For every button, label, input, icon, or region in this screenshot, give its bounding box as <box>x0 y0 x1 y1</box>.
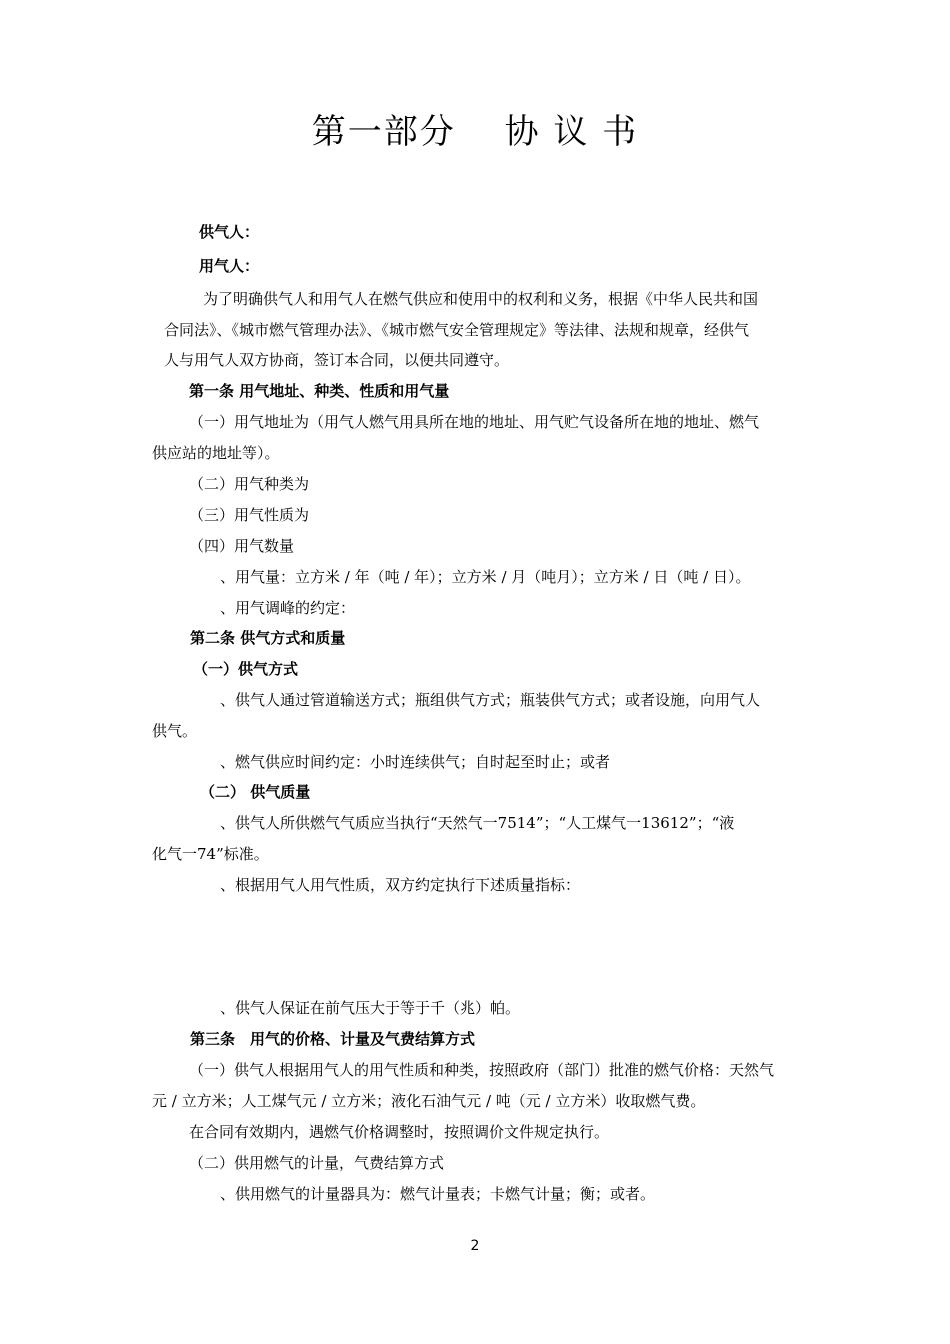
article2-sub1-line-2: 供气。 <box>152 722 198 740</box>
article2-sub2-line-2: 化气一74”标准。 <box>152 845 269 863</box>
article3-line-4: （二）供用燃气的计量，气费结算方式 <box>189 1154 445 1172</box>
article2-sub1-heading: （一）供气方式 <box>193 660 299 678</box>
article3-heading: 第三条 用气的价格、计量及气费结算方式 <box>190 1030 476 1048</box>
article2-heading: 第二条 供气方式和质量 <box>190 629 346 647</box>
article3-line-3: 在合同有效期内，遇燃气价格调整时，按照调价文件规定执行。 <box>189 1123 610 1141</box>
article2-sub1-line-3: 、燃气供应时间约定：小时连续供气；自时起至时止；或者 <box>220 753 611 771</box>
article1-line-2: 供应站的地址等）。 <box>152 444 280 462</box>
user-label: 用气人： <box>199 257 260 275</box>
article1-line-4: （三）用气性质为 <box>189 506 310 524</box>
article2-sub2-line-3: 、根据用气人用气性质，双方约定执行下述质量指标： <box>220 876 581 894</box>
intro-line-3: 人与用气人双方协商，签订本合同，以便共同遵守。 <box>164 351 510 369</box>
article2-sub1-line-1: 、供气人通过管道输送方式；瓶组供气方式；瓶装供气方式；或者设施，向用气人 <box>220 691 761 709</box>
article1-line-3: （二）用气种类为 <box>189 475 310 493</box>
article1-line-7: 、用气调峰的约定： <box>220 599 356 617</box>
article3-line-5: 、供用燃气的计量器具为：燃气计量表；卡燃气计量；衡；或者。 <box>220 1185 656 1203</box>
article2-sub2-heading: （二） 供气质量 <box>200 783 311 801</box>
article2-sub2-line-1: 、供气人所供燃气气质应当执行“天然气一7514”；“人工煤气一13612”；“液 <box>220 814 735 832</box>
intro-line-2: 合同法》、《城市燃气管理办法》、《城市燃气安全管理规定》等法律、法规和规章，经供气 <box>164 321 750 339</box>
article1-line-5: （四）用气数量 <box>189 537 295 555</box>
document-title: 第一部分 协 议 书 <box>311 112 639 152</box>
article2-sub2-line-4: 、供气人保证在前气压大于等于千（兆）帕。 <box>220 999 521 1017</box>
article3-line-1: （一）供气人根据用气人的用气性质和种类，按照政府（部门）批准的燃气价格：天然气 <box>189 1061 775 1079</box>
article3-line-2: 元 / 立方米；人工煤气元 / 立方米；液化石油气元 / 吨（元 / 立方米）收取燃气费。 <box>152 1092 706 1110</box>
article1-line-1: （一）用气地址为（用气人燃气用具所在地的地址、用气贮气设备所在地的地址、燃气 <box>189 413 760 431</box>
article1-line-6: 、用气量：立方米 / 年（吨 / 年）；立方米 / 月（吨月）；立方米 / 日（吨 / 日）。 <box>220 568 751 586</box>
page-number: 2 <box>470 1238 480 1254</box>
article1-heading: 第一条 用气地址、种类、性质和用气量 <box>189 382 450 400</box>
supplier-label: 供气人： <box>199 223 260 241</box>
intro-line-1: 为了明确供气人和用气人在燃气供应和使用中的权利和义务，根据《中华人民共和国 <box>203 290 759 308</box>
